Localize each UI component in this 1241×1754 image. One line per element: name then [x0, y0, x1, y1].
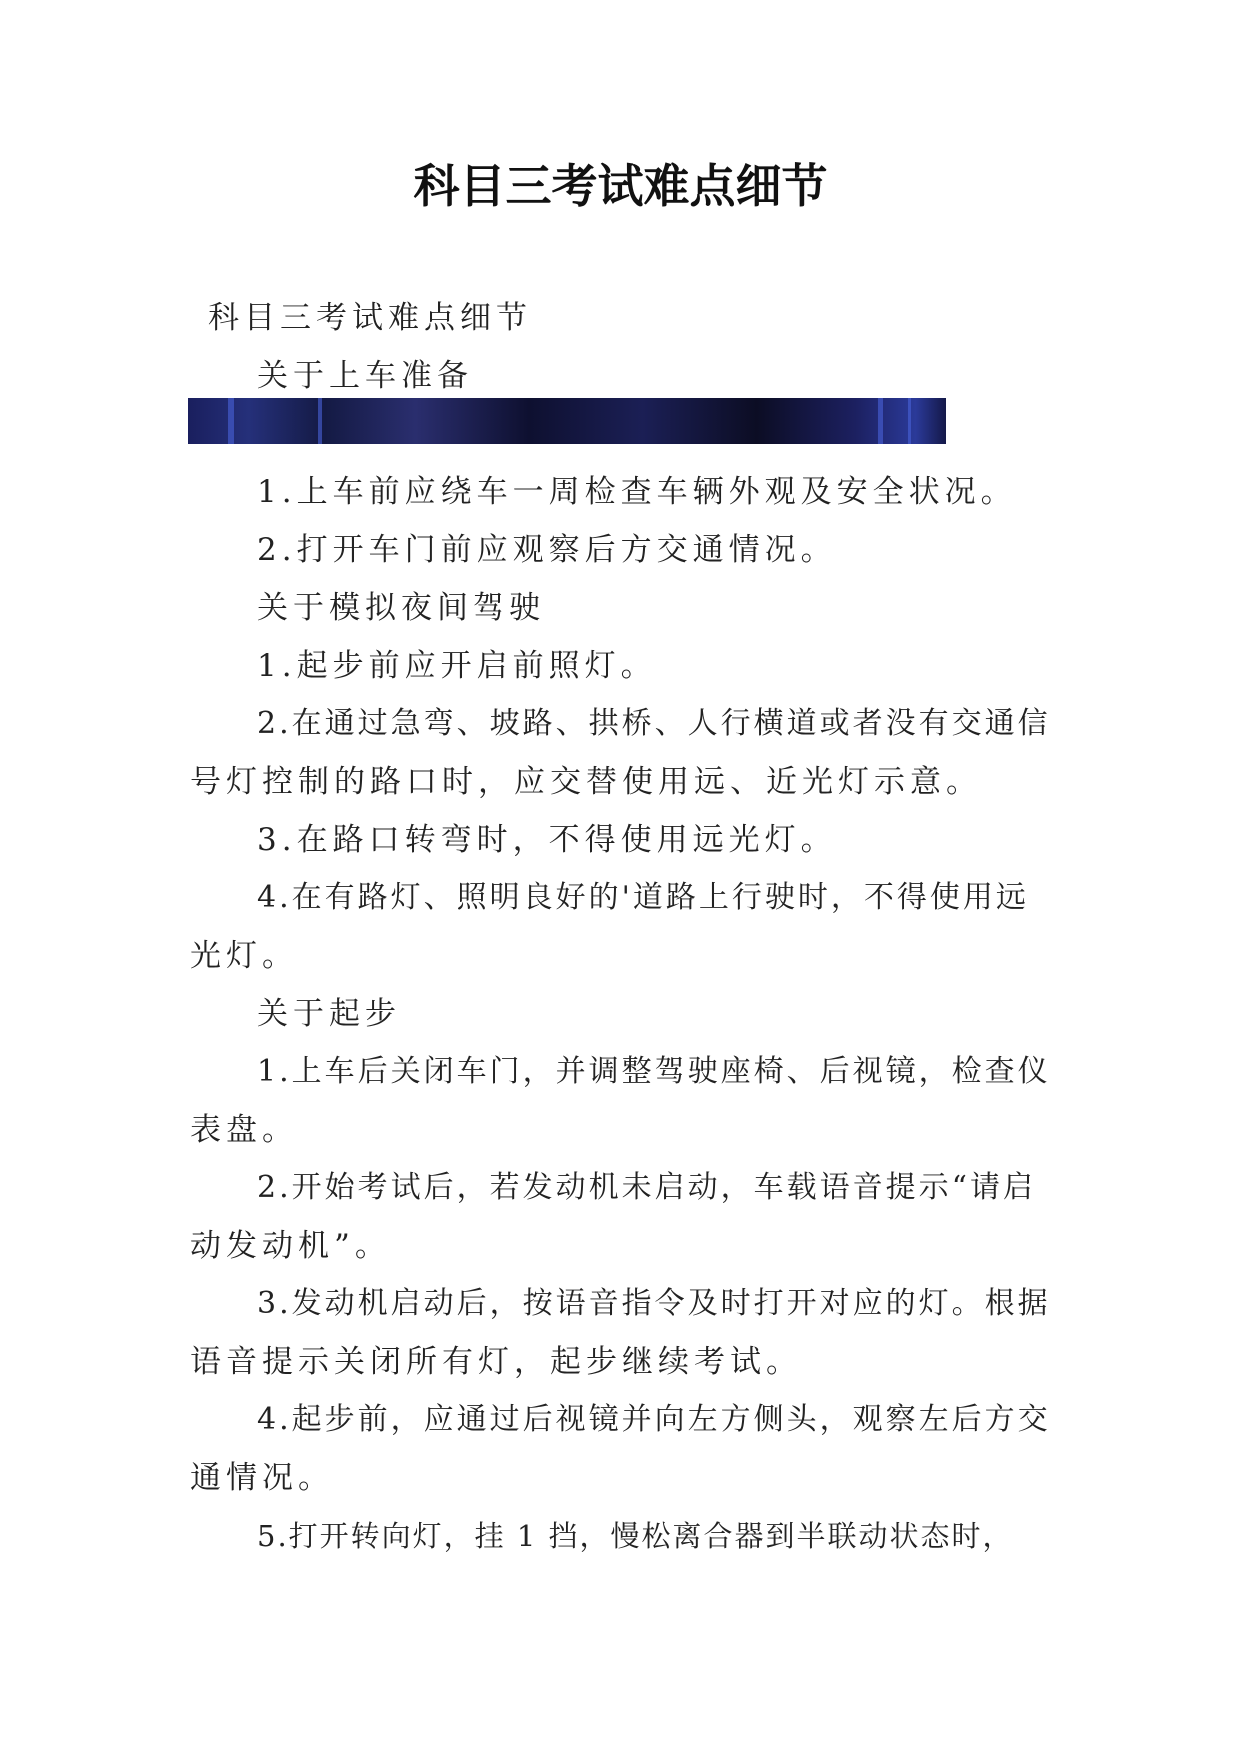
text-line: 3.在路口转弯时，不得使用远光灯。: [257, 822, 837, 858]
text-line: 动发动机”。: [190, 1228, 391, 1264]
text-line: 3.发动机启动后，按语音指令及时打开对应的灯。根据: [257, 1286, 1051, 1321]
text-line: 表盘。: [190, 1112, 298, 1148]
text-line: 科目三考试难点细节: [208, 300, 532, 336]
text-line: 4.在有路灯、照明良好的'道路上行驶时，不得使用远: [257, 880, 1029, 915]
text-line: 5.打开转向灯，挂 1 挡，慢松离合器到半联动状态时，: [257, 1519, 1014, 1553]
section-heading: 关于模拟夜间驾驶: [257, 590, 545, 626]
text-line: 通情况。: [190, 1460, 334, 1496]
text-line: 1.起步前应开启前照灯。: [257, 648, 657, 684]
section-heading: 关于起步: [257, 996, 401, 1032]
text-line: 语音提示关闭所有灯，起步继续考试。: [190, 1344, 802, 1380]
text-line: 2.打开车门前应观察后方交通情况。: [257, 532, 837, 568]
banner-image: [188, 398, 946, 444]
text-line: 1.上车前应绕车一周检查车辆外观及安全状况。: [257, 474, 1017, 510]
text-line: 2.开始考试后，若发动机未启动，车载语音提示“请启: [257, 1170, 1036, 1205]
text-line: 2.在通过急弯、坡路、拱桥、人行横道或者没有交通信: [257, 706, 1051, 741]
text-line: 1.上车后关闭车门，并调整驾驶座椅、后视镜，检查仪: [257, 1054, 1051, 1089]
page-title: 科目三考试难点细节: [413, 159, 828, 213]
text-line: 号灯控制的路口时，应交替使用远、近光灯示意。: [190, 764, 982, 800]
text-line: 光灯。: [190, 938, 298, 974]
text-line: 4.起步前，应通过后视镜并向左方侧头，观察左后方交: [257, 1402, 1051, 1437]
section-heading: 关于上车准备: [257, 358, 473, 394]
